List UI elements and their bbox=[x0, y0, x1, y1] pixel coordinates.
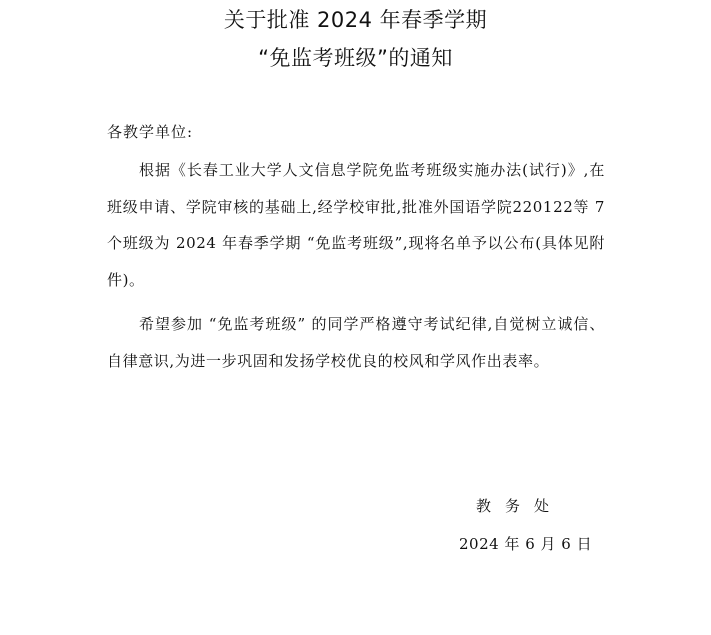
body-paragraph-2: 希望参加 “免监考班级” 的同学严格遵守考试纪律,自觉树立诚信、自律意识,为进一步巩固和发扬学校优良的校风和学风作出表率。 bbox=[107, 315, 605, 370]
title-line-1: 关于批准 2024 年春季学期 bbox=[223, 8, 488, 32]
salutation: 各教学单位: bbox=[107, 123, 194, 141]
issue-date: 2024 年 6 月 6 日 bbox=[459, 535, 593, 553]
title-line-2: “免监考班级”的通知 bbox=[258, 46, 453, 70]
body-paragraph-1: 根据《长春工业大学人文信息学院免监考班级实施办法(试行)》,在班级申请、学院审核的基础上,经学校审批,批准外国语学院220122等 7 个班级为 2024 年春季学期 “免监考班级”,现将名单予以公布(具体见附件)。 bbox=[107, 161, 605, 289]
signer: 教务处 bbox=[476, 497, 564, 515]
